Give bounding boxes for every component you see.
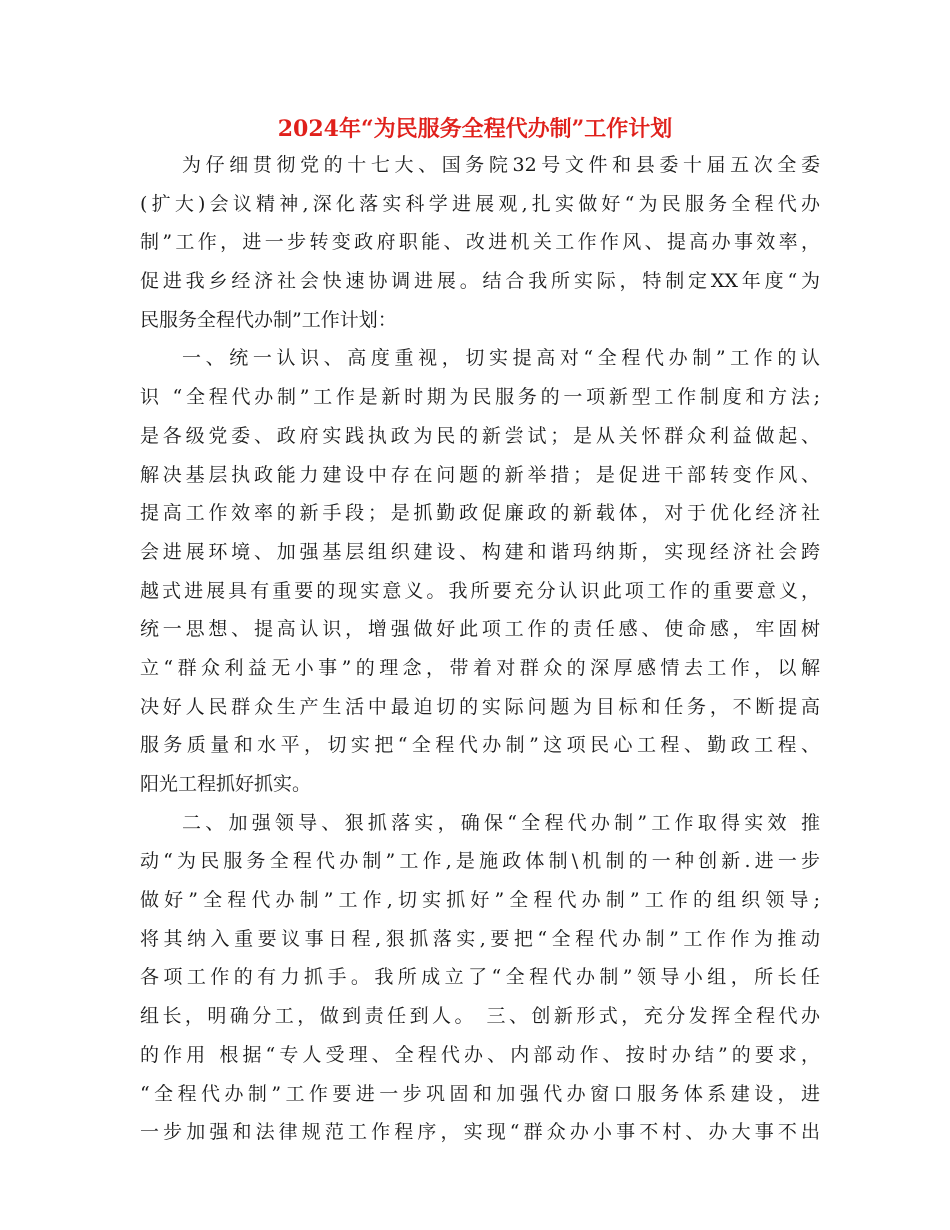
text-line: “全程代办制”工作要进一步巩固和加强代办窗口服务体系建设，进 [140, 1082, 820, 1105]
text-line: 促进我乡经济社会快速协调进展。结合我所实际，特制定XX年度“为 [140, 270, 820, 293]
document-body [140, 146, 820, 1152]
text-line: 做好”全程代办制”工作,切实抓好”全程代办制”工作的组织领导; [140, 889, 820, 912]
text-line: 解决基层执政能力建设中存在问题的新举措；是促进干部转变作风、 [140, 463, 820, 486]
text-line: 提高工作效率的新手段；是抓勤政促廉政的新载体，对于优化经济社 [140, 502, 820, 525]
text-line: 各项工作的有力抓手。我所成立了“全程代办制”领导小组，所长任 [140, 966, 820, 989]
text-line: (扩大)会议精神,深化落实科学进展观,扎实做好“为民服务全程代办 [140, 192, 820, 215]
text-line: 民服务全程代办制”工作计划： [140, 308, 397, 331]
text-line: 决好人民群众生产生活中最迫切的实际问题为目标和任务，不断提高 [140, 695, 820, 718]
text-line: 立“群众利益无小事”的理念，带着对群众的深厚感情去工作，以解 [140, 656, 820, 679]
text-line: 服务质量和水平，切实把“全程代办制”这项民心工程、勤政工程、 [140, 734, 820, 757]
text-line: 识 “全程代办制”工作是新时期为民服务的一项新型工作制度和方法; [140, 386, 820, 409]
document-title: 2024年“为民服务全程代办制”工作计划 [277, 116, 673, 142]
text-line: 制”工作，进一步转变政府职能、改进机关工作作风、提高办事效率， [140, 231, 820, 254]
text-line: 二、加强领导、狠抓落实，确保“全程代办制”工作取得实效 推 [182, 811, 820, 834]
text-line: 将其纳入重要议事日程,狠抓落实,要把“全程代办制”工作作为推动 [140, 927, 820, 950]
text-line: 动“为民服务全程代办制”工作,是施政体制\机制的一种创新.进一步 [140, 850, 820, 873]
text-line: 会进展环境、加强基层组织建设、构建和谐玛纳斯，实现经济社会跨 [140, 540, 820, 563]
text-line: 一、统一认识、高度重视，切实提高对“全程代办制”工作的认 [182, 347, 820, 370]
text-line: 组长，明确分工，做到责任到人。 三、创新形式，充分发挥全程代办 [140, 1005, 820, 1028]
text-line: 的作用 根据“专人受理、全程代办、内部动作、按时办结”的要求， [140, 1043, 820, 1066]
text-line: 阳光工程抓好抓实。 [140, 773, 312, 795]
text-line: 越式进展具有重要的现实意义。我所要充分认识此项工作的重要意义， [140, 579, 820, 602]
text-line: 一步加强和法律规范工作程序，实现“群众办小事不村、办大事不出 [140, 1121, 820, 1144]
text-line: 统一思想、提高认识，增强做好此项工作的责任感、使命感，牢固树 [140, 618, 820, 641]
text-line: 为仔细贯彻党的十七大、国务院32号文件和县委十届五次全委 [182, 154, 820, 176]
text-line: 是各级党委、政府实践执政为民的新尝试；是从关怀群众利益做起、 [140, 424, 820, 447]
